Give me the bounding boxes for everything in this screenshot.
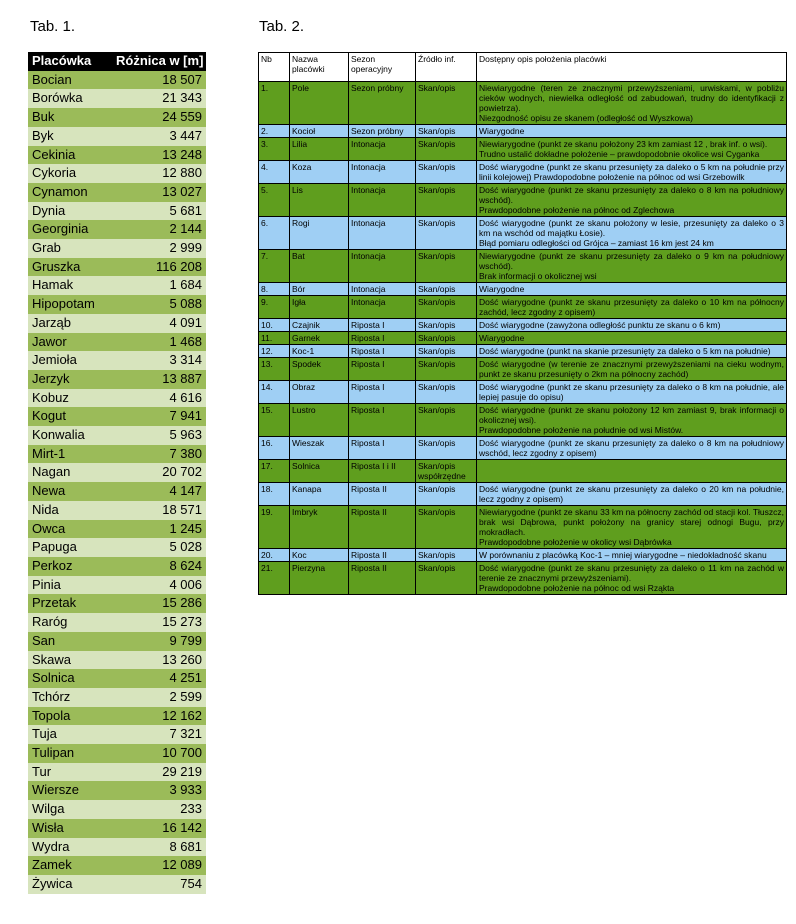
difference-value-cell: 10 700	[112, 744, 206, 763]
season-cell: Sezon próbny	[349, 125, 416, 138]
outpost-name-cell: Bocian	[28, 71, 112, 90]
table-row	[259, 332, 787, 345]
difference-value-cell: 15 286	[112, 594, 206, 613]
description-cell	[477, 549, 787, 562]
nb-cell: 7.	[259, 250, 290, 283]
difference-value-cell: 18 571	[112, 501, 206, 520]
outpost-name-cell: Newa	[28, 482, 112, 501]
difference-value-cell: 4 006	[112, 576, 206, 595]
description-line: Niezgodność opisu ze skanem (odległość od Wyszkowa)	[479, 113, 693, 123]
description-line: Dość wiarygodne (punkt ze skanu przesunięty za daleko o 20 km na południe, lecz zgodny z opisem)	[479, 484, 784, 504]
name-cell: Lustro	[290, 404, 349, 437]
table-row	[28, 669, 206, 688]
table-row	[28, 183, 206, 202]
season-cell: Intonacja	[349, 250, 416, 283]
description-line: Prawdopodobne położenie na północ od wsi Rząkta	[479, 583, 675, 593]
outpost-name-cell: Byk	[28, 127, 112, 146]
difference-value-cell: 5 963	[112, 426, 206, 445]
description-line: Wiarygodne	[479, 126, 525, 136]
difference-value-cell: 18 507	[112, 71, 206, 90]
table-row	[28, 856, 206, 875]
description-cell	[477, 562, 787, 595]
source-cell: Skan/opis	[416, 332, 477, 345]
table-row	[28, 632, 206, 651]
description-cell	[477, 217, 787, 250]
season-cell: Riposta II	[349, 562, 416, 595]
description-line: Dość wiarygodne (zawyżona odległość punktu ze skanu o 6 km)	[479, 320, 721, 330]
outpost-name-cell: Jarząb	[28, 314, 112, 333]
nb-cell: 2.	[259, 125, 290, 138]
name-cell: Bat	[290, 250, 349, 283]
table-row	[259, 296, 787, 319]
name-cell: Wieszak	[290, 437, 349, 460]
source-cell: Skan/opis	[416, 283, 477, 296]
season-cell: Riposta I	[349, 437, 416, 460]
nb-cell: 10.	[259, 319, 290, 332]
difference-value-cell: 3 447	[112, 127, 206, 146]
difference-value-cell: 9 799	[112, 632, 206, 651]
table-row	[28, 89, 206, 108]
outpost-name-cell: Wilga	[28, 800, 112, 819]
description-cell	[477, 437, 787, 460]
source-cell: Skan/opis	[416, 82, 477, 125]
difference-value-cell: 8 681	[112, 838, 206, 857]
description-line: Błąd pomiaru odległości od Grójca – zamiast 16 km jest 24 km	[479, 238, 714, 248]
source-cell: Skan/opis	[416, 381, 477, 404]
source-cell: Skan/opis	[416, 125, 477, 138]
name-cell: Pole	[290, 82, 349, 125]
name-cell: Kanapa	[290, 483, 349, 506]
season-cell: Intonacja	[349, 184, 416, 217]
table-row	[259, 319, 787, 332]
difference-value-cell: 15 273	[112, 613, 206, 632]
nb-cell: 13.	[259, 358, 290, 381]
outpost-name-cell: Nagan	[28, 463, 112, 482]
difference-value-cell: 4 616	[112, 389, 206, 408]
nb-cell: 18.	[259, 483, 290, 506]
outpost-name-cell: Żywica	[28, 875, 112, 894]
table-row	[259, 381, 787, 404]
table-row	[28, 744, 206, 763]
description-cell	[477, 283, 787, 296]
description-line: Prawdopodobne położenie na południe od wsi Mistów.	[479, 425, 684, 435]
outpost-location-table	[258, 52, 787, 595]
season-cell: Riposta I	[349, 345, 416, 358]
outpost-name-cell: Georginia	[28, 220, 112, 239]
source-cell: Skan/opis	[416, 358, 477, 381]
difference-value-cell: 13 248	[112, 146, 206, 165]
difference-value-cell: 8 624	[112, 557, 206, 576]
column-header-outpost: Placówka	[28, 52, 112, 71]
table-2-caption: Tab. 2.	[259, 18, 305, 35]
difference-value-cell: 4 091	[112, 314, 206, 333]
nb-cell: 11.	[259, 332, 290, 345]
season-cell: Riposta II	[349, 549, 416, 562]
table-row	[259, 250, 787, 283]
description-line: Niewiarygodne (punkt ze skanu położony 23 km zamiast 12 , brak inf. o wsi).	[479, 139, 768, 149]
name-cell: Koc-1	[290, 345, 349, 358]
outpost-name-cell: Kobuz	[28, 389, 112, 408]
table-row	[28, 463, 206, 482]
description-cell	[477, 125, 787, 138]
name-cell: Rogi	[290, 217, 349, 250]
table-row	[28, 220, 206, 239]
nb-cell: 3.	[259, 138, 290, 161]
name-cell: Imbryk	[290, 506, 349, 549]
table-row	[28, 538, 206, 557]
outpost-name-cell: Skawa	[28, 651, 112, 670]
table-row	[28, 239, 206, 258]
table-row	[28, 295, 206, 314]
outpost-name-cell: Raróg	[28, 613, 112, 632]
outpost-name-cell: Owca	[28, 520, 112, 539]
outpost-name-cell: Wydra	[28, 838, 112, 857]
table-row	[259, 562, 787, 595]
source-cell: Skan/opis	[416, 437, 477, 460]
nb-cell: 6.	[259, 217, 290, 250]
table-row	[259, 184, 787, 217]
season-cell: Intonacja	[349, 296, 416, 319]
table-row	[28, 389, 206, 408]
table-row	[28, 407, 206, 426]
season-cell: Intonacja	[349, 161, 416, 184]
table-row	[259, 283, 787, 296]
difference-value-cell: 21 343	[112, 89, 206, 108]
outpost-name-cell: Cykoria	[28, 164, 112, 183]
description-cell	[477, 250, 787, 283]
description-line: Dość wiarygodne (punkt ze skanu położony 12 km zamiast 9, brak informacji o okolicznej wsi).	[479, 405, 784, 425]
season-cell: Sezon próbny	[349, 82, 416, 125]
nb-cell: 19.	[259, 506, 290, 549]
difference-value-cell: 2 999	[112, 239, 206, 258]
table-row	[28, 258, 206, 277]
table-row	[28, 501, 206, 520]
season-cell: Riposta I	[349, 381, 416, 404]
table-row	[28, 819, 206, 838]
outpost-name-cell: Jawor	[28, 333, 112, 352]
source-cell: Skan/opis	[416, 404, 477, 437]
season-cell: Riposta I	[349, 332, 416, 345]
outpost-name-cell: Kogut	[28, 407, 112, 426]
column-header-name: Nazwa placówki	[290, 53, 349, 82]
difference-value-cell: 12 880	[112, 164, 206, 183]
table-row	[259, 82, 787, 125]
description-cell	[477, 184, 787, 217]
description-line: Niewiarygodne (punkt ze skanu 33 km na północny zachód od stacji kol. Tłuszcz, brak wsi Dąbrowa, punkt położony na granicy starej odnogi Bugu, przy mokradłach.	[479, 507, 784, 537]
description-cell	[477, 381, 787, 404]
table-row	[259, 358, 787, 381]
description-cell	[477, 138, 787, 161]
source-cell: Skan/opis	[416, 549, 477, 562]
difference-value-cell: 2 144	[112, 220, 206, 239]
column-header-season: Sezon operacyjny	[349, 53, 416, 82]
table-row	[28, 763, 206, 782]
table-row	[28, 314, 206, 333]
outpost-name-cell: San	[28, 632, 112, 651]
difference-value-cell: 12 162	[112, 707, 206, 726]
description-cell	[477, 319, 787, 332]
name-cell: Czajnik	[290, 319, 349, 332]
name-cell: Spodek	[290, 358, 349, 381]
difference-value-cell: 13 027	[112, 183, 206, 202]
outpost-name-cell: Grab	[28, 239, 112, 258]
table-row	[28, 445, 206, 464]
difference-value-cell: 7 380	[112, 445, 206, 464]
nb-cell: 17.	[259, 460, 290, 483]
outpost-name-cell: Papuga	[28, 538, 112, 557]
column-header-source: Źródło inf.	[416, 53, 477, 82]
description-cell	[477, 358, 787, 381]
description-line: Trudno ustalić dokładne położenie – prawdopodobnie okolice wsi Cyganka	[479, 149, 760, 159]
difference-value-cell: 5 088	[112, 295, 206, 314]
nb-cell: 4.	[259, 161, 290, 184]
nb-cell: 14.	[259, 381, 290, 404]
difference-value-cell: 7 941	[112, 407, 206, 426]
difference-value-cell: 16 142	[112, 819, 206, 838]
description-cell	[477, 483, 787, 506]
description-line: Prawdopodobne położenie w okolicy wsi Dąbrówka	[479, 537, 672, 547]
table-row	[259, 125, 787, 138]
difference-value-cell: 4 147	[112, 482, 206, 501]
name-cell: Koc	[290, 549, 349, 562]
table-row	[28, 127, 206, 146]
description-cell	[477, 460, 787, 483]
difference-value-cell: 5 681	[112, 202, 206, 221]
table-row	[28, 688, 206, 707]
difference-value-cell: 7 321	[112, 725, 206, 744]
nb-cell: 9.	[259, 296, 290, 319]
table-row	[28, 146, 206, 165]
nb-cell: 15.	[259, 404, 290, 437]
name-cell: Bór	[290, 283, 349, 296]
outpost-name-cell: Solnica	[28, 669, 112, 688]
difference-value-cell: 20 702	[112, 463, 206, 482]
table-row	[259, 345, 787, 358]
nb-cell: 20.	[259, 549, 290, 562]
table-row	[28, 875, 206, 894]
outpost-name-cell: Jerzyk	[28, 370, 112, 389]
description-cell	[477, 506, 787, 549]
table-1-caption: Tab. 1.	[30, 18, 76, 35]
difference-value-cell: 116 208	[112, 258, 206, 277]
outpost-name-cell: Tulipan	[28, 744, 112, 763]
source-cell: Skan/opis	[416, 319, 477, 332]
difference-value-cell: 754	[112, 875, 206, 894]
nb-cell: 1.	[259, 82, 290, 125]
season-cell: Riposta I i II	[349, 460, 416, 483]
outpost-name-cell: Gruszka	[28, 258, 112, 277]
difference-value-cell: 5 028	[112, 538, 206, 557]
name-cell: Lis	[290, 184, 349, 217]
source-cell: Skan/opis	[416, 184, 477, 217]
outpost-name-cell: Mirt-1	[28, 445, 112, 464]
description-line: Brak informacji o okolicznej wsi	[479, 271, 597, 281]
outpost-name-cell: Nida	[28, 501, 112, 520]
source-cell: Skan/opis	[416, 345, 477, 358]
table-row	[28, 725, 206, 744]
outpost-name-cell: Wisła	[28, 819, 112, 838]
description-line: Niewiarygodne (teren ze znacznymi przewyższeniami, urwiskami, w pobliżu cieków wodnych, niewielka odległość od zabudowań, trudny do identyfikacji z powietrza).	[479, 83, 784, 113]
difference-value-cell: 13 260	[112, 651, 206, 670]
description-line: Wiarygodne	[479, 333, 525, 343]
source-cell: Skan/opis	[416, 217, 477, 250]
table-row	[28, 426, 206, 445]
table-row	[259, 549, 787, 562]
table-row	[28, 351, 206, 370]
name-cell: Obraz	[290, 381, 349, 404]
season-cell: Intonacja	[349, 138, 416, 161]
difference-value-cell: 3 933	[112, 781, 206, 800]
nb-cell: 5.	[259, 184, 290, 217]
table-header-row	[259, 53, 787, 82]
difference-value-cell: 29 219	[112, 763, 206, 782]
season-cell: Riposta I	[349, 404, 416, 437]
outpost-name-cell: Zamek	[28, 856, 112, 875]
outpost-name-cell: Topola	[28, 707, 112, 726]
difference-value-cell: 3 314	[112, 351, 206, 370]
table-row	[28, 482, 206, 501]
name-cell: Koza	[290, 161, 349, 184]
source-cell: Skan/opis	[416, 161, 477, 184]
source-cell: Skan/opis	[416, 250, 477, 283]
difference-value-cell: 233	[112, 800, 206, 819]
description-cell	[477, 82, 787, 125]
difference-value-cell: 4 251	[112, 669, 206, 688]
description-line: Dość wiarygodne (punkt ze skanu przesunięty za daleko o 8 km na południowy wschód, lecz zgodny z opisem)	[479, 438, 784, 458]
table-row	[28, 594, 206, 613]
table-row	[28, 370, 206, 389]
table-row	[28, 707, 206, 726]
description-cell	[477, 345, 787, 358]
outpost-name-cell: Jemioła	[28, 351, 112, 370]
description-line: Niewiarygodne (punkt ze skanu przesunięty za daleko o 9 km na południowy wschód).	[479, 251, 784, 271]
outpost-name-cell: Buk	[28, 108, 112, 127]
column-header-difference: Różnica w [m]	[112, 52, 206, 71]
table-row	[28, 781, 206, 800]
season-cell: Riposta II	[349, 483, 416, 506]
difference-value-cell: 1 245	[112, 520, 206, 539]
outpost-name-cell: Tur	[28, 763, 112, 782]
nb-cell: 16.	[259, 437, 290, 460]
season-cell: Riposta I	[349, 358, 416, 381]
outpost-name-cell: Borówka	[28, 89, 112, 108]
difference-value-cell: 24 559	[112, 108, 206, 127]
description-cell	[477, 161, 787, 184]
description-line: Prawdopodobne położenie na północ od Zglechowa	[479, 205, 675, 215]
description-line: Dość wiarygodne (punkt na skanie przesunięty za daleko o 5 km na południe)	[479, 346, 771, 356]
nb-cell: 8.	[259, 283, 290, 296]
table-row	[259, 437, 787, 460]
table-row	[28, 71, 206, 90]
source-cell: Skan/opis	[416, 296, 477, 319]
description-line: Dość wiarygodne (punkt ze skanu przesunięty za daleko o 11 km na zachód w terenie ze znacznymi przewyższeniami).	[479, 563, 784, 583]
description-cell	[477, 332, 787, 345]
name-cell: Pierzyna	[290, 562, 349, 595]
description-line: Dość wiarygodne (punkt ze skanu przesunięty za daleko o 8 km na południowy wschód).	[479, 185, 784, 205]
difference-value-cell: 1 684	[112, 276, 206, 295]
table-row	[28, 202, 206, 221]
description-line: W porównaniu z placówką Koc-1 – mniej wiarygodne – niedokładność skanu	[479, 550, 767, 560]
table-row	[259, 460, 787, 483]
season-cell: Intonacja	[349, 283, 416, 296]
season-cell: Intonacja	[349, 217, 416, 250]
table-row	[28, 576, 206, 595]
outpost-name-cell: Tuja	[28, 725, 112, 744]
description-line: Dość wiarygodne (punkt ze skanu przesunięty za daleko o 10 km na północny zachód, lecz zgodny z opisem)	[479, 297, 784, 317]
outpost-name-cell: Pinia	[28, 576, 112, 595]
nb-cell: 12.	[259, 345, 290, 358]
difference-value-cell: 1 468	[112, 333, 206, 352]
table-row	[259, 217, 787, 250]
outpost-difference-table	[28, 52, 206, 894]
name-cell: Kocioł	[290, 125, 349, 138]
description-line: Dość wiarygodne (punkt ze skanu przesunięty za daleko o 8 km na południe, ale lepiej pasuje do opisu)	[479, 382, 784, 402]
description-cell	[477, 404, 787, 437]
season-cell: Riposta II	[349, 506, 416, 549]
description-line: Wiarygodne	[479, 284, 525, 294]
nb-cell: 21.	[259, 562, 290, 595]
source-cell: Skan/opis	[416, 483, 477, 506]
description-line: Dość wiarygodne (punkt ze skanu położony w lesie, przesunięty za daleko o 3 km na wschód od majątku Łosie).	[479, 218, 784, 238]
table-row	[28, 164, 206, 183]
name-cell: Igła	[290, 296, 349, 319]
outpost-name-cell: Hipopotam	[28, 295, 112, 314]
outpost-name-cell: Wiersze	[28, 781, 112, 800]
source-cell: Skan/opis współrzędne	[416, 460, 477, 483]
name-cell: Solnica	[290, 460, 349, 483]
source-cell: Skan/opis	[416, 138, 477, 161]
table-row	[259, 483, 787, 506]
outpost-name-cell: Hamak	[28, 276, 112, 295]
outpost-name-cell: Cynamon	[28, 183, 112, 202]
table-row	[259, 161, 787, 184]
season-cell: Riposta I	[349, 319, 416, 332]
table-row	[28, 333, 206, 352]
source-cell: Skan/opis	[416, 562, 477, 595]
description-line: Dość wiarygodne (punkt ze skanu przesunięty za daleko o 5 km na południe przy linii kolejowej) Prawdopodobne położenie na północ od wsi Grzebowilk	[479, 162, 784, 182]
description-cell	[477, 296, 787, 319]
outpost-name-cell: Cekinia	[28, 146, 112, 165]
column-header-nb: Nb	[259, 53, 290, 82]
table-row	[28, 651, 206, 670]
table-row	[28, 557, 206, 576]
outpost-name-cell: Tchórz	[28, 688, 112, 707]
outpost-name-cell: Dynia	[28, 202, 112, 221]
table-row	[28, 520, 206, 539]
name-cell: Lilia	[290, 138, 349, 161]
table-row	[28, 838, 206, 857]
table-row	[28, 108, 206, 127]
outpost-name-cell: Konwalia	[28, 426, 112, 445]
outpost-name-cell: Perkoz	[28, 557, 112, 576]
column-header-description: Dostępny opis położenia placówki	[477, 53, 787, 82]
difference-value-cell: 2 599	[112, 688, 206, 707]
source-cell: Skan/opis	[416, 506, 477, 549]
difference-value-cell: 13 887	[112, 370, 206, 389]
table-row	[28, 276, 206, 295]
table-row	[259, 404, 787, 437]
description-line: Dość wiarygodne (w terenie ze znacznymi przewyższeniami na cieku wodnym, punkt ze skanu przesunięty o 2km na północny zachód)	[479, 359, 784, 379]
table-row	[28, 800, 206, 819]
difference-value-cell: 12 089	[112, 856, 206, 875]
table-row	[259, 506, 787, 549]
table-row	[259, 138, 787, 161]
table-row	[28, 613, 206, 632]
outpost-name-cell: Przetak	[28, 594, 112, 613]
table-header-row	[28, 52, 206, 71]
name-cell: Garnek	[290, 332, 349, 345]
